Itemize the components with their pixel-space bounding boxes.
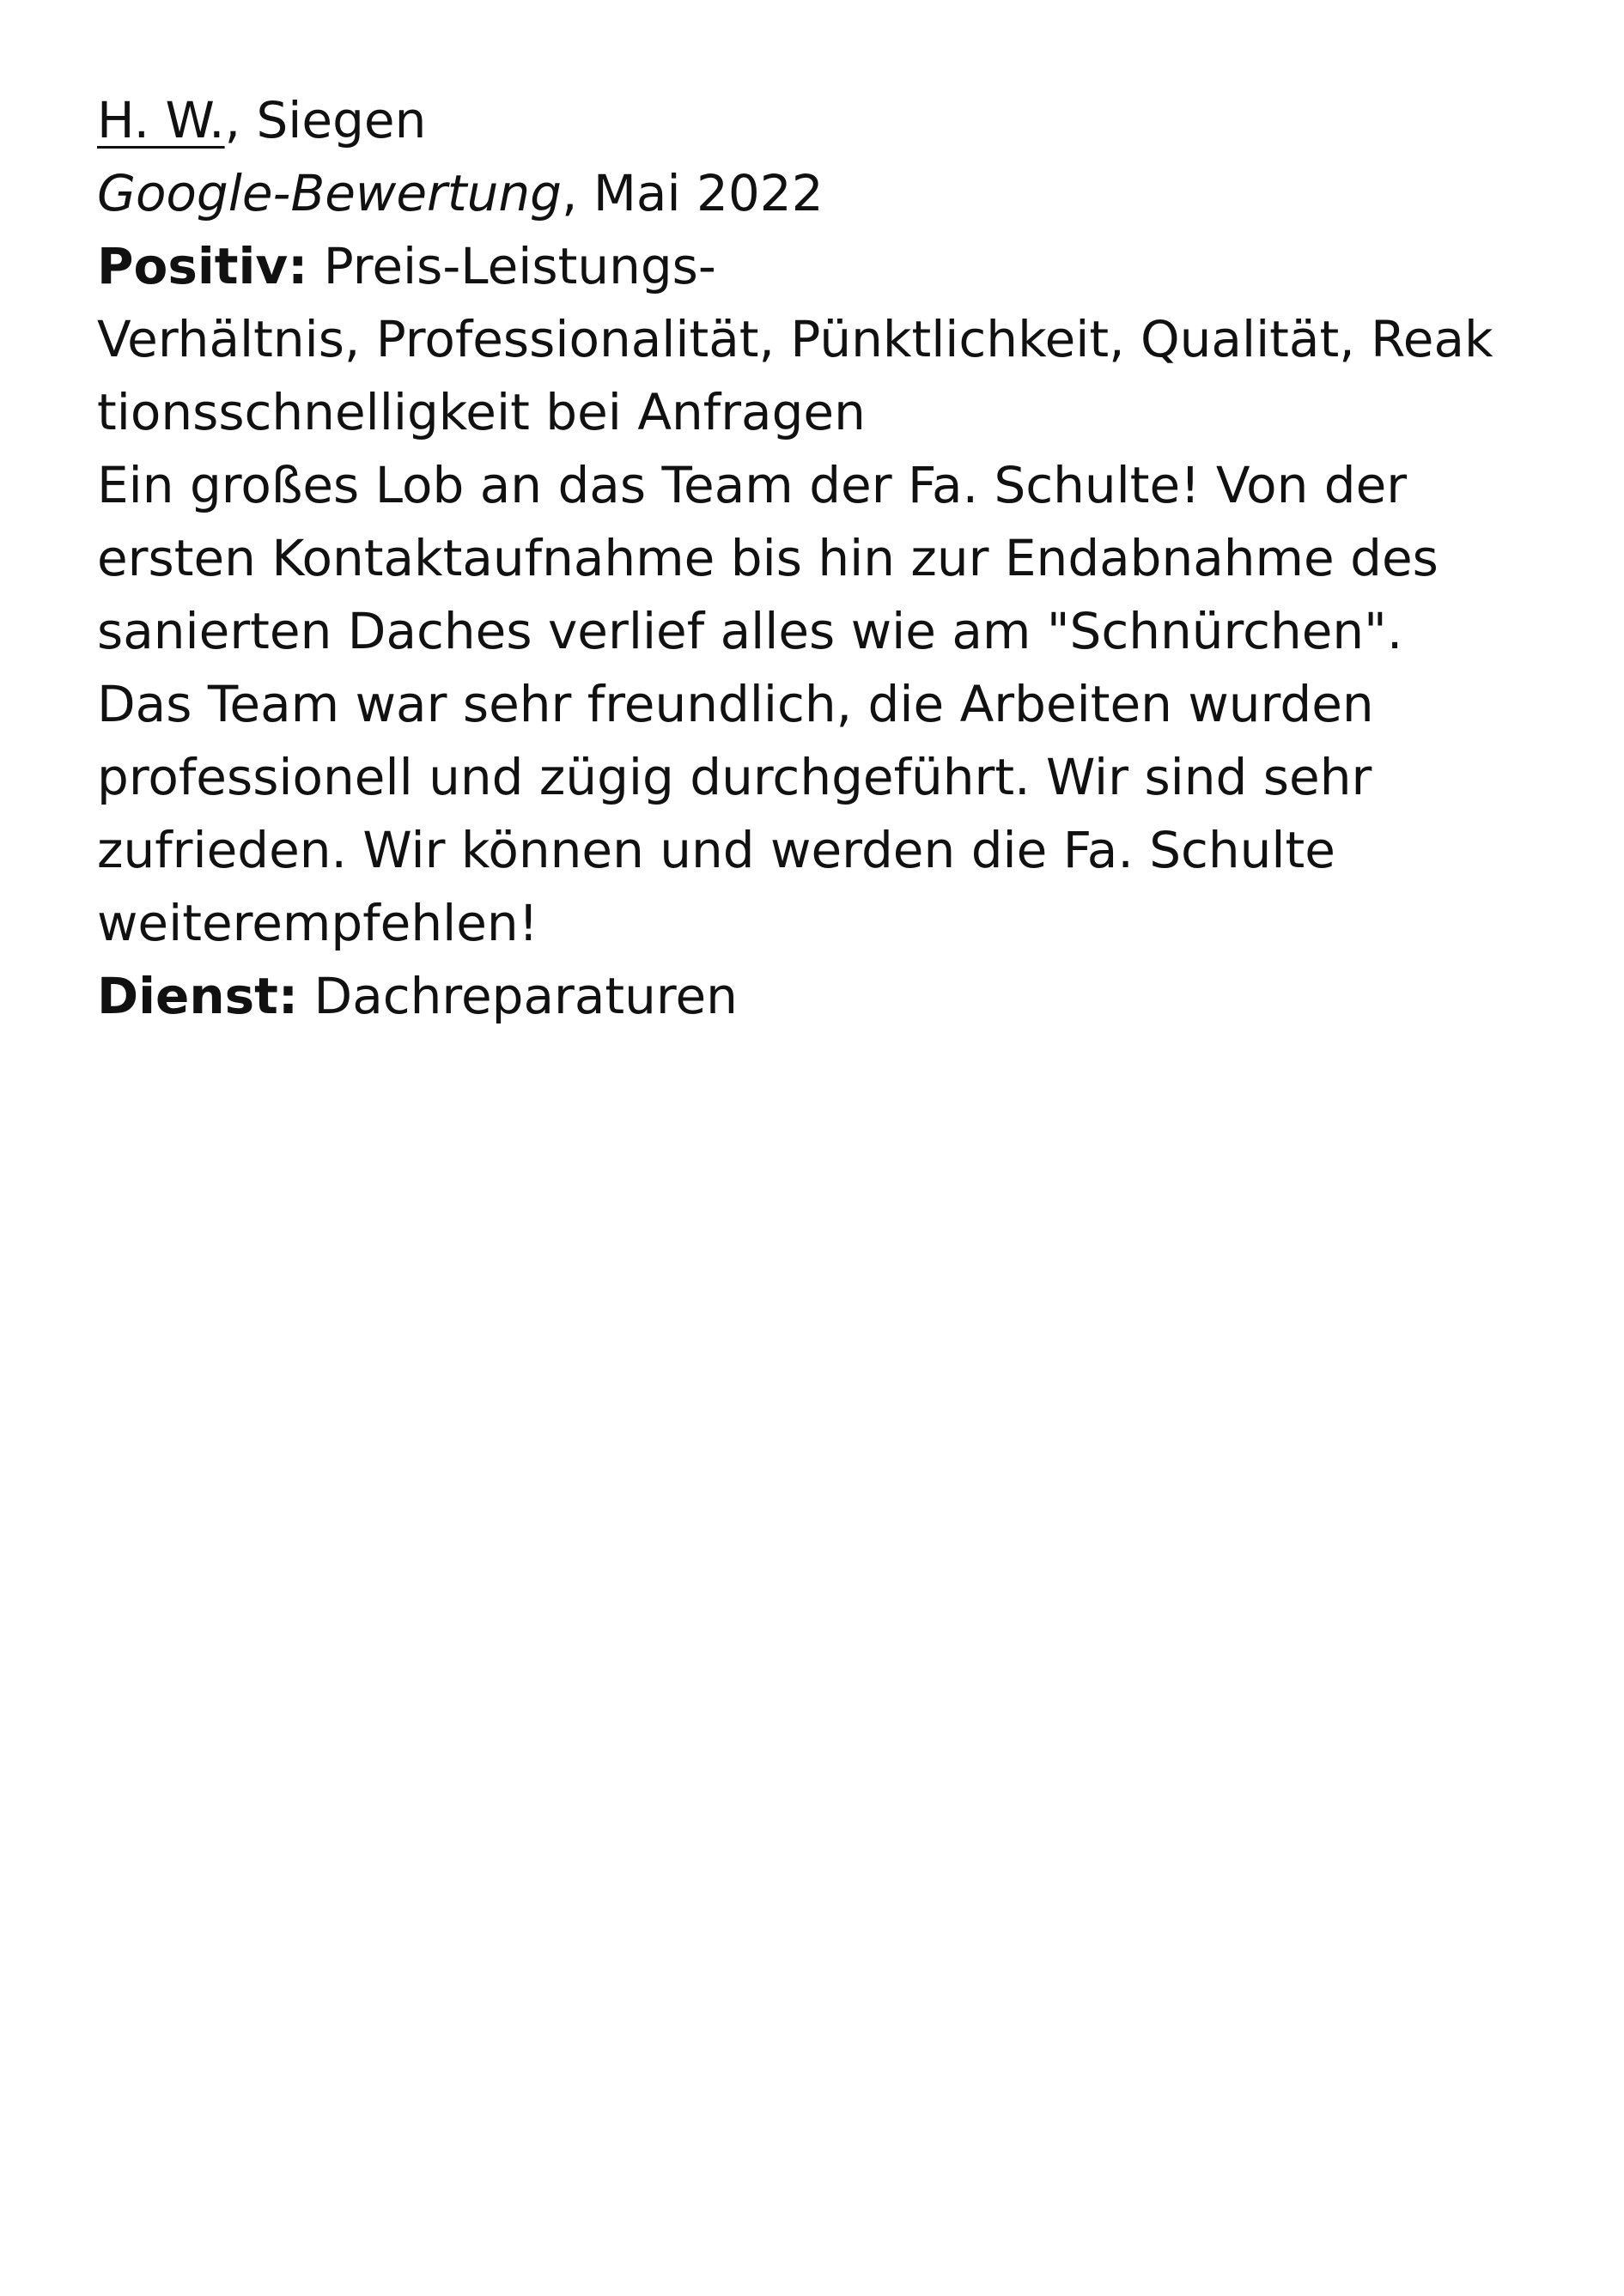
review-text-line: Das Team war sehr freundlich, die Arbeiten wurden bbox=[97, 675, 1374, 733]
review-text-line: sanierten Daches verlief alles wie am "Schnürchen". bbox=[97, 602, 1403, 660]
author-name: H. W. bbox=[97, 91, 225, 149]
review-text-line: professionell und zügig durchgeführt. Wir sind sehr bbox=[97, 748, 1372, 806]
service-label: Dienst: bbox=[97, 967, 299, 1025]
positive-text: Preis-Leistungs- bbox=[307, 237, 716, 295]
review-text-line: zufrieden. Wir können und werden die Fa. Schulte bbox=[97, 821, 1335, 879]
author-line bbox=[97, 84, 1557, 157]
review-source: Google-Bewertung bbox=[97, 164, 562, 222]
review-text-line: ersten Kontaktaufnahme bis hin zur Endabnahme des bbox=[97, 529, 1438, 587]
review-text-line: weiterempfehlen! bbox=[97, 894, 538, 952]
positive-line bbox=[97, 230, 1557, 303]
positive-text-line: tionsschnelligkeit bei Anfragen bbox=[97, 383, 866, 441]
service-line bbox=[97, 960, 1557, 1033]
review-text-line: Ein großes Lob an das Team der Fa. Schulte! Von der bbox=[97, 456, 1408, 514]
author-location: , Siegen bbox=[224, 91, 427, 149]
positive-label: Positiv: bbox=[97, 237, 308, 295]
review-document bbox=[97, 84, 1557, 1033]
service-value: Dachreparaturen bbox=[298, 967, 738, 1025]
review-date: , Mai 2022 bbox=[561, 164, 824, 222]
positive-text-line: Verhältnis, Professionalität, Pünktlichkeit, Qualität, Reak bbox=[97, 310, 1493, 368]
source-line bbox=[97, 157, 1557, 230]
